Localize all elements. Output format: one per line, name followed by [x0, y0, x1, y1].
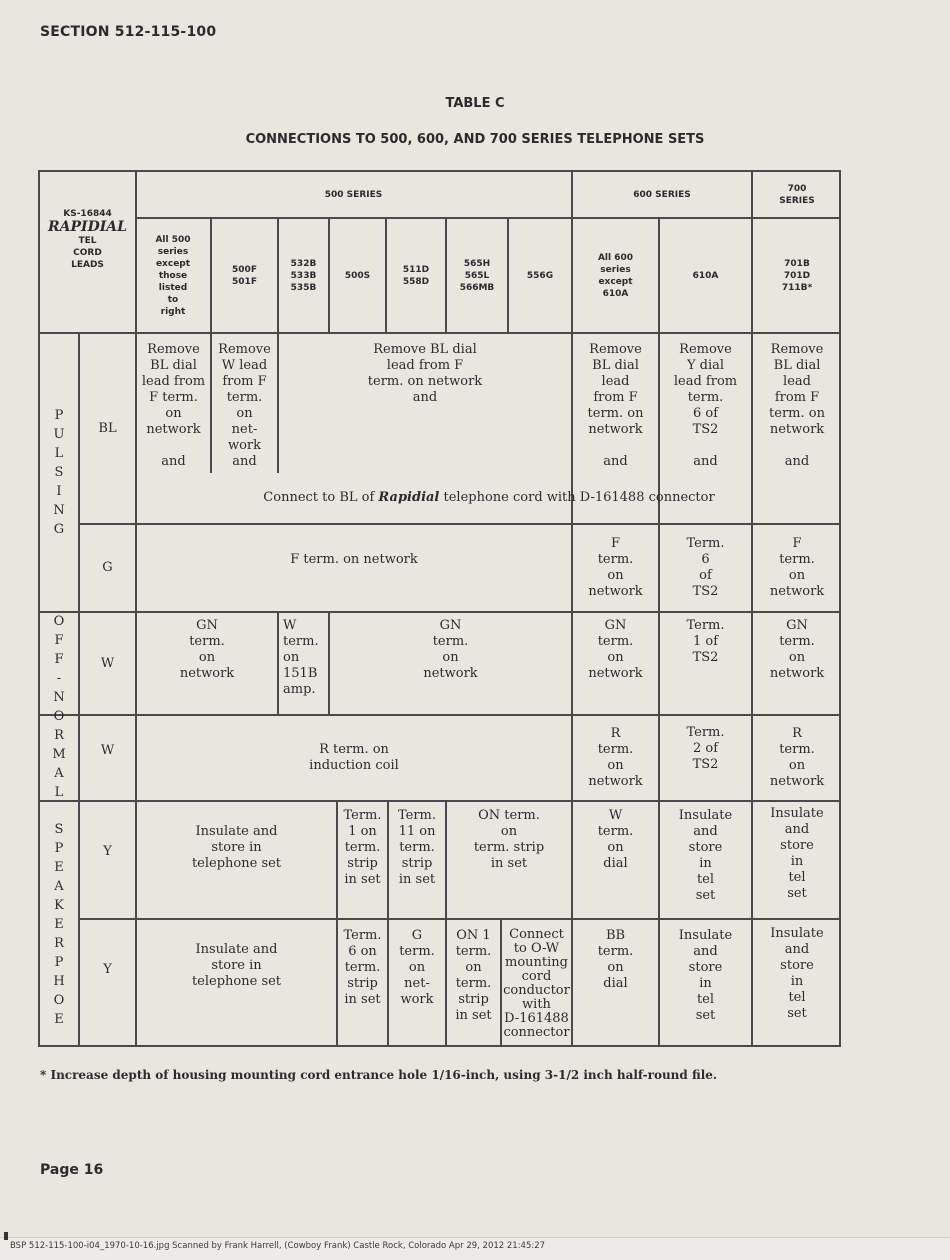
- y1-600-cell: W term. on dial: [597, 808, 634, 871]
- w1-600-cell: GN term. on network: [588, 618, 643, 681]
- y2-700-cell: Insulate and store in tel set: [770, 926, 824, 1021]
- bl-all-500-cell: Remove BL dial lead from F term. on network and: [141, 342, 206, 469]
- y2-610a-cell: Insulate and store in tel set: [678, 928, 733, 1023]
- connect-prefix: Connect to BL of: [263, 490, 379, 505]
- header-rapidial-label: RAPIDIAL: [48, 219, 127, 235]
- y1-511d-cell: Term. 11 on term. strip in set: [397, 808, 437, 887]
- y1-700-cell: Insulate and store in tel set: [770, 806, 824, 901]
- y1-500-cell: Insulate and store in telephone set: [191, 824, 282, 871]
- header-col-701b: 701B 701D 711B*: [781, 258, 813, 293]
- bl-500f-cell: Remove W lead from F term. on net- work and: [218, 342, 271, 469]
- w2-500-cell: R term. on induction coil: [309, 742, 399, 773]
- group-pulsing: P U L S I N G: [53, 408, 65, 537]
- group-speakerphone: S P E A K E R P H O E: [53, 822, 65, 1027]
- header-600-series: 600 SERIES: [633, 189, 691, 200]
- scan-info-text: BSP 512-115-100-i04_1970-10-16.jpg Scanned by Frank Harrell, (Cowboy Frank) Castle Rock, Colorado Apr 29, 2012 21:45:27: [10, 1241, 546, 1251]
- w2-600-cell: R term. on network: [588, 726, 643, 789]
- w1-500s-cell: GN term. on network: [423, 618, 478, 681]
- y2-500s-cell: Term. 6 on term. strip in set: [343, 928, 382, 1007]
- w1-610a-cell: Term. 1 of TS2: [686, 618, 725, 665]
- header-col-610a: 610A: [692, 270, 719, 281]
- header-700-series: 700 SERIES: [779, 183, 815, 206]
- lead-w-2: W: [100, 743, 115, 758]
- bl-rapidial-connect-note: [137, 488, 841, 508]
- lead-bl: BL: [98, 420, 117, 436]
- w1-500-cell: GN term. on network: [179, 618, 235, 681]
- y1-500s-cell: Term. 1 on term. strip in set: [343, 808, 382, 887]
- bl-700-cell: Remove BL dial lead from F term. on network and: [769, 342, 825, 469]
- header-ks16844-leads: [40, 208, 135, 318]
- header-col-565h: 565H 565L 566MB: [459, 258, 495, 293]
- table-title: TABLE C: [445, 96, 505, 111]
- w1-700-cell: GN term. on network: [769, 618, 825, 681]
- footnote: * Increase depth of housing mounting cord entrance hole 1/16-inch, using 3-1/2 inch half-round file.: [40, 1068, 718, 1082]
- bl-all-600-cell: Remove BL dial lead from F term. on network and: [587, 342, 644, 469]
- w2-700-cell: R term. on network: [769, 726, 825, 789]
- y1-610a-cell: Insulate and store in tel set: [678, 808, 733, 903]
- g-610a-cell: Term. 6 of TS2: [686, 536, 725, 599]
- w2-610a-cell: Term. 2 of TS2: [686, 725, 725, 772]
- g-500-cell: F term. on network: [290, 552, 418, 567]
- lead-y-2: Y: [103, 962, 112, 977]
- connect-suffix: telephone cord with D-161488 connector: [439, 490, 715, 505]
- g-600-cell: F term. on network: [588, 536, 643, 599]
- bl-remove-dial-cell: Remove BL dial lead from F term. on network and: [367, 342, 483, 405]
- group-off-normal: O F F - N O R M A L: [52, 613, 66, 800]
- y1-565h-cell: ON term. on term. strip in set: [473, 808, 545, 871]
- connect-rapidial: Rapidial: [378, 490, 440, 505]
- page-number: Page 16: [40, 1162, 104, 1178]
- section-number: SECTION 512-115-100: [40, 24, 217, 40]
- y2-511d-cell: G term. on net- work: [399, 928, 435, 1007]
- y2-500-cell: Insulate and store in telephone set: [191, 942, 282, 989]
- lead-y-1: Y: [103, 844, 112, 859]
- g-700-cell: F term. on network: [769, 536, 825, 599]
- y2-565h-cell: ON 1 term. on term. strip in set: [455, 928, 492, 1023]
- header-col-all-600: All 600 series except 610A: [597, 252, 634, 299]
- w1-532b-cell: W term. on 151B amp.: [283, 618, 319, 697]
- header-500-series: 500 SERIES: [324, 189, 383, 200]
- header-cord-leads: TEL CORD LEADS: [71, 236, 104, 270]
- table-subtitle: CONNECTIONS TO 500, 600, AND 700 SERIES TELEPHONE SETS: [245, 132, 705, 147]
- bl-610a-cell: Remove Y dial lead from term. 6 of TS2 and: [673, 342, 738, 469]
- y2-556g-cell: Connect to O-W mounting cord conductor with D-161488 connector: [503, 927, 570, 1040]
- lead-w-1: W: [100, 655, 115, 671]
- header-col-500s: 500S: [344, 270, 371, 281]
- header-col-500f: 500F 501F: [232, 264, 257, 287]
- header-col-556g: 556G: [526, 270, 554, 281]
- header-ks-number: KS-16844: [63, 209, 112, 219]
- header-col-all-500: All 500 series except those listed to right: [155, 234, 191, 317]
- connections-table: [38, 170, 841, 1047]
- header-col-532b: 532B 533B 535B: [290, 258, 317, 293]
- y2-600-cell: BB term. on dial: [597, 928, 634, 991]
- header-col-511d: 511D 558D: [402, 264, 430, 287]
- scan-edge-mark: [4, 1232, 8, 1240]
- lead-g: G: [102, 560, 113, 575]
